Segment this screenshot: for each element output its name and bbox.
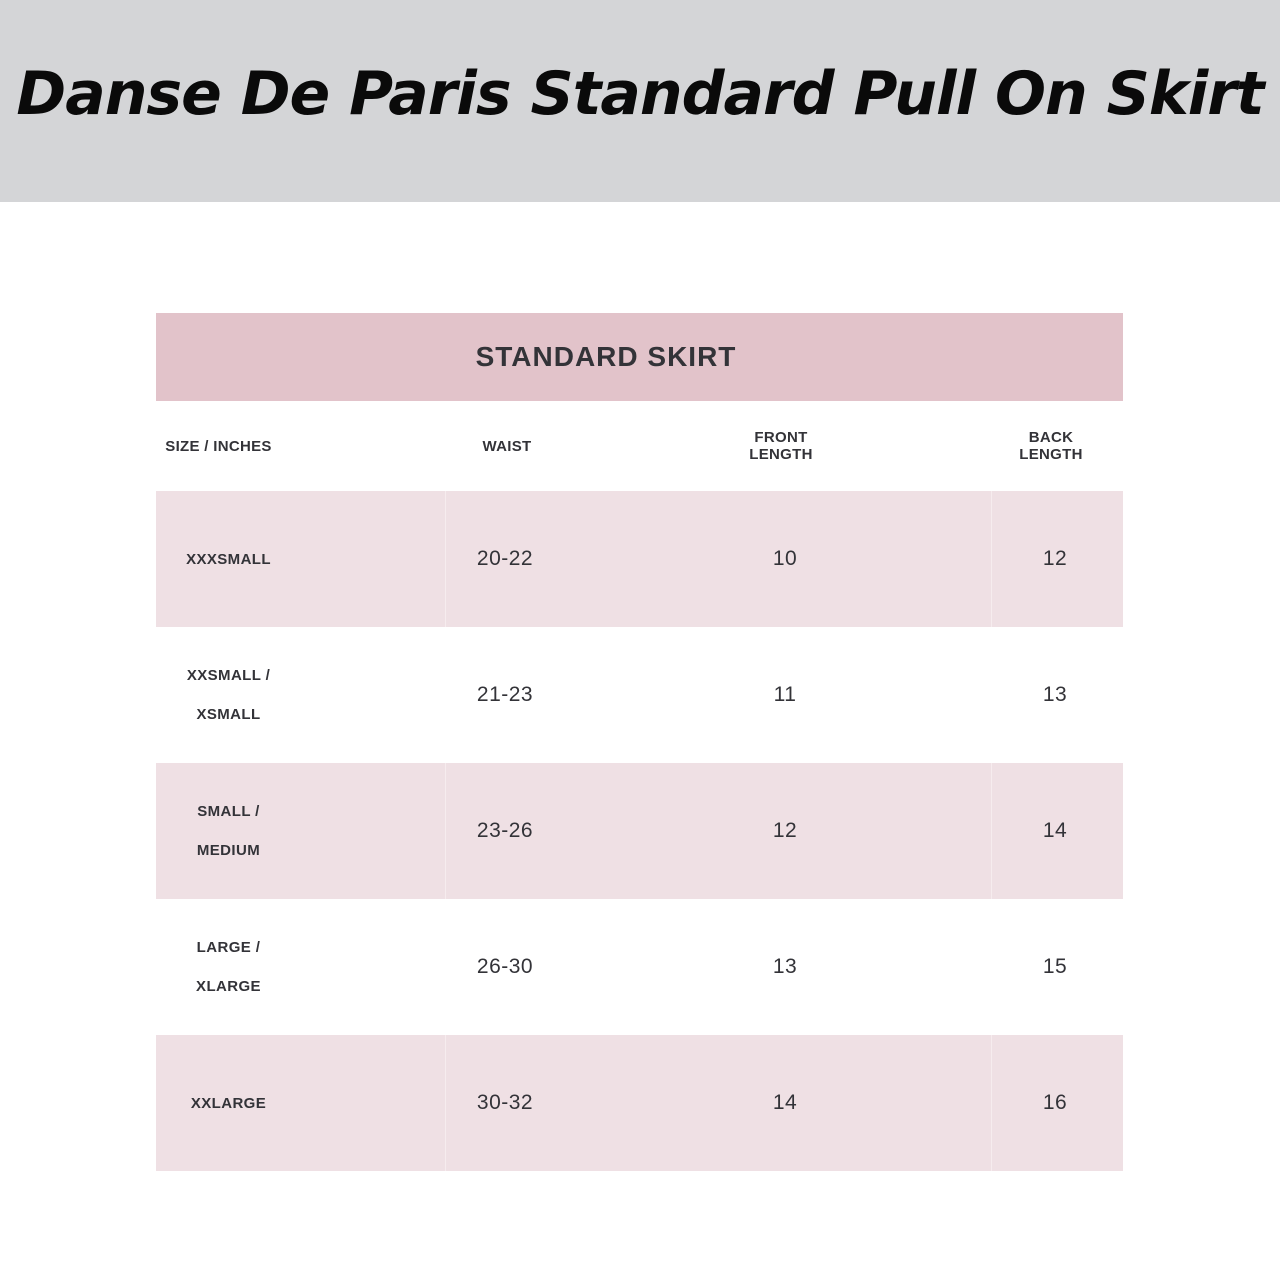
column-header-row xyxy=(156,401,1123,491)
table-row xyxy=(156,1035,1123,1171)
waist-cell: 21-23 xyxy=(476,683,534,706)
size-table xyxy=(156,313,1123,1171)
table-row xyxy=(156,627,1123,763)
table-row xyxy=(156,491,1123,627)
column-header-waist: WAIST xyxy=(482,437,532,455)
front-length-cell: 14 xyxy=(772,1091,798,1114)
column-header-front-length: FRONT LENGTH xyxy=(749,429,813,463)
front-length-cell: 10 xyxy=(772,547,798,570)
table-banner xyxy=(156,313,1123,401)
back-length-cell: 12 xyxy=(1042,547,1068,570)
front-length-cell: 13 xyxy=(772,955,798,978)
column-header-back-length: BACK LENGTH xyxy=(1019,429,1083,463)
back-length-cell: 13 xyxy=(1042,683,1068,706)
size-cell: LARGE / XLARGE xyxy=(196,939,261,995)
column-header-size: SIZE / INCHES xyxy=(165,437,272,455)
size-cell: XXLARGE xyxy=(190,1094,267,1112)
waist-cell: 26-30 xyxy=(476,955,534,978)
back-length-cell: 16 xyxy=(1042,1091,1068,1114)
waist-cell: 20-22 xyxy=(476,547,534,570)
waist-cell: 30-32 xyxy=(476,1091,534,1114)
front-length-cell: 12 xyxy=(772,819,798,842)
waist-cell: 23-26 xyxy=(476,819,534,842)
size-cell: SMALL / MEDIUM xyxy=(196,803,261,859)
size-cell: XXSMALL / XSMALL xyxy=(186,667,271,723)
table-title: STANDARD SKIRT xyxy=(475,341,737,372)
front-length-cell: 11 xyxy=(773,683,797,706)
table-row xyxy=(156,763,1123,899)
header-bar xyxy=(0,0,1280,202)
table-row xyxy=(156,899,1123,1035)
back-length-cell: 14 xyxy=(1042,819,1068,842)
size-cell: XXXSMALL xyxy=(186,550,271,568)
back-length-cell: 15 xyxy=(1042,955,1068,978)
page-title: Danse De Paris Standard Pull On Skirt xyxy=(16,59,1264,129)
